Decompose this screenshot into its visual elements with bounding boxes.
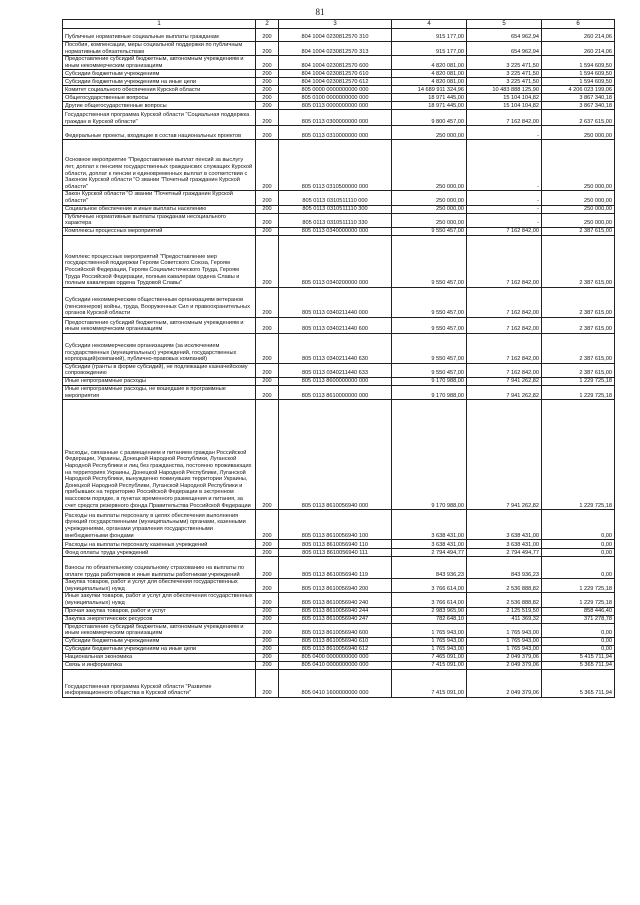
classification-code-cell: 805 0113 8610056940 000 xyxy=(279,400,392,510)
row-code-cell: 200 xyxy=(256,191,279,205)
row-code-cell: 200 xyxy=(256,42,279,56)
executed-amount-cell: 2 049 379,06 xyxy=(467,669,542,697)
row-name-cell: Публичные нормативные социальные выплаты гражданам xyxy=(63,29,256,42)
column-header: 1 xyxy=(63,20,256,29)
row-code-cell: 200 xyxy=(256,400,279,510)
approved-amount-cell: 250 000,00 xyxy=(392,191,467,205)
approved-amount-cell: 7 415 091,00 xyxy=(392,661,467,669)
classification-code-cell: 805 0410 1600000000 000 xyxy=(279,669,392,697)
executed-amount-cell: 7 941 262,82 xyxy=(467,385,542,399)
unexecuted-amount-cell: 1 229 725,18 xyxy=(542,579,615,593)
row-code-cell: 200 xyxy=(256,385,279,399)
row-name-cell: Государственная программа Курской области "Социальная поддержка граждан в Курской области" xyxy=(63,110,256,126)
unexecuted-amount-cell: 1 229 725,18 xyxy=(542,593,615,607)
row-code-cell: 200 xyxy=(256,333,279,363)
table-row xyxy=(63,78,615,86)
executed-amount-cell: 2 049 379,06 xyxy=(467,653,542,661)
approved-amount-cell: 1 765 943,00 xyxy=(392,623,467,637)
row-code-cell: 200 xyxy=(256,94,279,102)
row-code-cell: 200 xyxy=(256,235,279,287)
table-row xyxy=(63,140,615,191)
classification-code-cell: 805 0113 0310511110 300 xyxy=(279,205,392,213)
approved-amount-cell: 843 936,23 xyxy=(392,557,467,579)
table-row xyxy=(63,615,615,623)
classification-code-cell: 805 0113 8610056940 610 xyxy=(279,637,392,645)
executed-amount-cell: 411 369,32 xyxy=(467,615,542,623)
row-name-cell: Субсидии бюджетным учреждениям xyxy=(63,70,256,78)
unexecuted-amount-cell: 0,00 xyxy=(542,637,615,645)
row-code-cell: 200 xyxy=(256,549,279,557)
unexecuted-amount-cell: 0,00 xyxy=(542,557,615,579)
executed-amount-cell: 7 941 262,82 xyxy=(467,377,542,385)
approved-amount-cell: 9 550 457,00 xyxy=(392,287,467,317)
table-row xyxy=(63,385,615,399)
table-row xyxy=(63,669,615,697)
executed-amount-cell: 2 536 888,82 xyxy=(467,579,542,593)
unexecuted-amount-cell: 1 229 725,18 xyxy=(542,400,615,510)
table-row xyxy=(63,540,615,549)
unexecuted-amount-cell: 0,00 xyxy=(542,623,615,637)
unexecuted-amount-cell: 250 000,00 xyxy=(542,205,615,213)
approved-amount-cell: 7 415 091,00 xyxy=(392,669,467,697)
row-name-cell: Фонд оплаты труда учреждений xyxy=(63,549,256,557)
classification-code-cell: 805 0113 8610056940 600 xyxy=(279,623,392,637)
classification-code-cell: 805 0113 0000000000 000 xyxy=(279,102,392,110)
row-name-cell: Субсидии бюджетным учреждениям xyxy=(63,637,256,645)
row-name-cell: Национальная экономика xyxy=(63,653,256,661)
table-row xyxy=(63,213,615,227)
table-row xyxy=(63,205,615,213)
classification-code-cell: 804 1004 0230812570 313 xyxy=(279,42,392,56)
row-name-cell: Иные непрограммные расходы, не вошедшие в программные мероприятия xyxy=(63,385,256,399)
row-code-cell: 200 xyxy=(256,317,279,333)
unexecuted-amount-cell: 260 214,06 xyxy=(542,29,615,42)
row-code-cell: 200 xyxy=(256,510,279,540)
classification-code-cell: 805 0400 0000000000 000 xyxy=(279,653,392,661)
approved-amount-cell: 9 170 988,00 xyxy=(392,400,467,510)
executed-amount-cell: 2 794 494,77 xyxy=(467,549,542,557)
classification-code-cell: 805 0113 8610056940 247 xyxy=(279,615,392,623)
executed-amount-cell: 7 162 842,00 xyxy=(467,333,542,363)
unexecuted-amount-cell: 2 637 615,00 xyxy=(542,110,615,126)
unexecuted-amount-cell: 5 365 711,94 xyxy=(542,669,615,697)
executed-amount-cell: 7 941 262,82 xyxy=(467,400,542,510)
unexecuted-amount-cell: 250 000,00 xyxy=(542,126,615,140)
row-name-cell: Предоставление субсидий бюджетным, автономным учреждениям и иным некоммерческим организациям xyxy=(63,56,256,70)
row-name-cell: Прочая закупка товаров, работ и услуг xyxy=(63,607,256,615)
executed-amount-cell: 1 765 943,00 xyxy=(467,623,542,637)
unexecuted-amount-cell: 250 000,00 xyxy=(542,213,615,227)
row-code-cell: 200 xyxy=(256,615,279,623)
row-name-cell: Предоставление субсидий бюджетным, автономным учреждениям и иным некоммерческим организациям xyxy=(63,623,256,637)
classification-code-cell: 804 1004 0230812570 612 xyxy=(279,78,392,86)
table-row xyxy=(63,110,615,126)
column-header: 4 xyxy=(392,20,467,29)
row-name-cell: Комитет социального обеспечения Курской области xyxy=(63,86,256,94)
table-row xyxy=(63,29,615,42)
classification-code-cell: 804 1004 0230812570 310 xyxy=(279,29,392,42)
column-header: 5 xyxy=(467,20,542,29)
unexecuted-amount-cell: 858 446,40 xyxy=(542,607,615,615)
executed-amount-cell: - xyxy=(467,205,542,213)
table-row xyxy=(63,593,615,607)
row-name-cell: Государственная программа Курской области "Развитие информационного общества в Курской области" xyxy=(63,669,256,697)
unexecuted-amount-cell: 1 594 609,50 xyxy=(542,70,615,78)
page-number: 81 xyxy=(315,7,325,17)
approved-amount-cell: 9 550 457,00 xyxy=(392,235,467,287)
row-name-cell: Иные непрограммные расходы xyxy=(63,377,256,385)
classification-code-cell: 805 0113 0310511110 330 xyxy=(279,213,392,227)
approved-amount-cell: 3 766 614,00 xyxy=(392,579,467,593)
classification-code-cell: 805 0113 0310000000 000 xyxy=(279,126,392,140)
row-name-cell: Субсидии (гранты в форме субсидий), не подлежащие казначейскому сопровождению xyxy=(63,363,256,377)
table-row xyxy=(63,653,615,661)
row-code-cell: 200 xyxy=(256,78,279,86)
row-code-cell: 200 xyxy=(256,645,279,653)
row-code-cell: 200 xyxy=(256,579,279,593)
row-code-cell: 200 xyxy=(256,593,279,607)
row-name-cell: Связь и информатика xyxy=(63,661,256,669)
table-row xyxy=(63,645,615,653)
row-name-cell: Публичные нормативные выплаты гражданам несоциального характера xyxy=(63,213,256,227)
executed-amount-cell: 2 536 888,82 xyxy=(467,593,542,607)
executed-amount-cell: 843 936,23 xyxy=(467,557,542,579)
row-code-cell: 200 xyxy=(256,377,279,385)
table-row xyxy=(63,86,615,94)
table-row xyxy=(63,363,615,377)
row-name-cell: Федеральные проекты, входящие в состав национальных проектов xyxy=(63,126,256,140)
table-row xyxy=(63,235,615,287)
executed-amount-cell: - xyxy=(467,126,542,140)
table-row xyxy=(63,607,615,615)
executed-amount-cell: 654 962,94 xyxy=(467,42,542,56)
unexecuted-amount-cell: 1 229 725,18 xyxy=(542,377,615,385)
approved-amount-cell: 9 550 457,00 xyxy=(392,363,467,377)
executed-amount-cell: 1 765 943,00 xyxy=(467,637,542,645)
row-name-cell: Закон Курской области "О звании "Почетный гражданин Курской области" xyxy=(63,191,256,205)
executed-amount-cell: - xyxy=(467,213,542,227)
table-row xyxy=(63,510,615,540)
row-name-cell: Расходы на выплаты персоналу в целях обеспечения выполнения функций государственными (муниципальными) органами, казенными учреждениями, органами управления государственными внебюджетными фондами xyxy=(63,510,256,540)
row-name-cell: Комплекс процессных мероприятий "Предоставление мер государственной поддержки Героям Советского Союза, Героям Российской Федерации, Героям Социалистического Труда, Героям Труда Российской Федерации, полным кавалерам ордена Славы и полным кавалерам ордена Трудовой Славы" xyxy=(63,235,256,287)
row-name-cell: Закупка энергетических ресурсов xyxy=(63,615,256,623)
row-code-cell: 200 xyxy=(256,29,279,42)
approved-amount-cell: 250 000,00 xyxy=(392,205,467,213)
row-name-cell: Другие общегосударственные вопросы xyxy=(63,102,256,110)
row-name-cell: Расходы на выплаты персоналу казенных учреждений xyxy=(63,540,256,549)
classification-code-cell: 805 0113 0340211440 000 xyxy=(279,287,392,317)
row-code-cell: 200 xyxy=(256,661,279,669)
row-name-cell: Субсидии бюджетным учреждениям на иные цели xyxy=(63,645,256,653)
approved-amount-cell: 4 820 081,00 xyxy=(392,56,467,70)
table-row xyxy=(63,579,615,593)
classification-code-cell: 805 0000 0000000000 000 xyxy=(279,86,392,94)
row-code-cell: 200 xyxy=(256,110,279,126)
classification-code-cell: 805 0113 8600000000 000 xyxy=(279,377,392,385)
classification-code-cell: 805 0113 8610056940 612 xyxy=(279,645,392,653)
row-code-cell: 200 xyxy=(256,287,279,317)
executed-amount-cell: 15 104 104,82 xyxy=(467,102,542,110)
unexecuted-amount-cell: 1 229 725,18 xyxy=(542,385,615,399)
row-code-cell: 200 xyxy=(256,557,279,579)
budget-table xyxy=(62,19,615,698)
approved-amount-cell: 7 465 091,00 xyxy=(392,653,467,661)
table-header-row xyxy=(63,20,615,29)
table-row xyxy=(63,549,615,557)
executed-amount-cell: 10 483 888 125,90 xyxy=(467,86,542,94)
approved-amount-cell: 915 177,00 xyxy=(392,29,467,42)
row-code-cell: 200 xyxy=(256,140,279,191)
unexecuted-amount-cell: 260 214,06 xyxy=(542,42,615,56)
executed-amount-cell: 3 225 471,50 xyxy=(467,56,542,70)
column-header: 6 xyxy=(542,20,615,29)
row-name-cell: Пособия, компенсации, меры социальной поддержки по публичным нормативным обязательствам xyxy=(63,42,256,56)
column-header: 3 xyxy=(279,20,392,29)
table-row xyxy=(63,191,615,205)
unexecuted-amount-cell: 1 594 609,50 xyxy=(542,78,615,86)
approved-amount-cell: 2 983 965,90 xyxy=(392,607,467,615)
table-row xyxy=(63,102,615,110)
unexecuted-amount-cell: 250 000,00 xyxy=(542,191,615,205)
row-name-cell: Закупка товаров, работ и услуг для обеспечения государственных (муниципальных) нужд xyxy=(63,579,256,593)
executed-amount-cell: 654 962,94 xyxy=(467,29,542,42)
row-code-cell: 200 xyxy=(256,623,279,637)
executed-amount-cell: 7 162 842,00 xyxy=(467,235,542,287)
executed-amount-cell: 7 162 842,00 xyxy=(467,227,542,235)
row-code-cell: 200 xyxy=(256,540,279,549)
executed-amount-cell: 1 765 943,00 xyxy=(467,645,542,653)
executed-amount-cell: 3 638 431,00 xyxy=(467,510,542,540)
row-code-cell: 200 xyxy=(256,205,279,213)
classification-code-cell: 805 0113 0310500000 000 xyxy=(279,140,392,191)
row-code-cell: 200 xyxy=(256,363,279,377)
row-name-cell: Основное мероприятие "Предоставление выплат пенсий за выслугу лет, доплат к пенсиям государственных гражданских служащих Курской области, доплат к пенсии и единовременных выплат в соответствии с Законом Курской области "О звании "Почетный гражданин Курской области" xyxy=(63,140,256,191)
unexecuted-amount-cell: 0,00 xyxy=(542,510,615,540)
column-header: 2 xyxy=(256,20,279,29)
classification-code-cell: 805 0113 0340211440 633 xyxy=(279,363,392,377)
table-row xyxy=(63,623,615,637)
unexecuted-amount-cell: 250 000,00 xyxy=(542,140,615,191)
row-code-cell: 200 xyxy=(256,70,279,78)
classification-code-cell: 805 0100 0000000000 000 xyxy=(279,94,392,102)
row-name-cell: Взносы по обязательному социальному страхованию на выплаты по оплате труда работников и иные выплаты работникам учреждений xyxy=(63,557,256,579)
approved-amount-cell: 4 820 081,00 xyxy=(392,70,467,78)
approved-amount-cell: 1 765 943,00 xyxy=(392,637,467,645)
table-row xyxy=(63,557,615,579)
table-row xyxy=(63,637,615,645)
executed-amount-cell: 7 162 842,00 xyxy=(467,363,542,377)
unexecuted-amount-cell: 3 867 340,18 xyxy=(542,94,615,102)
unexecuted-amount-cell: 0,00 xyxy=(542,549,615,557)
approved-amount-cell: 14 689 911 324,96 xyxy=(392,86,467,94)
executed-amount-cell: 7 162 842,00 xyxy=(467,317,542,333)
row-name-cell: Иные закупки товаров, работ и услуг для обеспечения государственных (муниципальных) нужд xyxy=(63,593,256,607)
classification-code-cell: 805 0113 0340000000 000 xyxy=(279,227,392,235)
row-code-cell: 200 xyxy=(256,213,279,227)
approved-amount-cell: 18 971 445,00 xyxy=(392,94,467,102)
classification-code-cell: 805 0113 0310511110 000 xyxy=(279,191,392,205)
classification-code-cell: 805 0410 0000000000 000 xyxy=(279,661,392,669)
classification-code-cell: 805 0113 8610056940 111 xyxy=(279,549,392,557)
row-name-cell: Субсидии некоммерческим организациям (за исключением государственных (муниципальных) учреждений, государственных корпораций(компаний), публично-правовых компаний) xyxy=(63,333,256,363)
classification-code-cell: 805 0113 0340200000 000 xyxy=(279,235,392,287)
table-row xyxy=(63,400,615,510)
table-row xyxy=(63,333,615,363)
approved-amount-cell: 18 971 445,00 xyxy=(392,102,467,110)
approved-amount-cell: 2 794 494,77 xyxy=(392,549,467,557)
executed-amount-cell: - xyxy=(467,140,542,191)
approved-amount-cell: 9 170 988,00 xyxy=(392,377,467,385)
table-row xyxy=(63,287,615,317)
row-name-cell: Субсидии некоммерческим общественным организациям ветеранов (пенсионеров) войны, труда, Вооруженных Сил и правоохранительных органов Курской области xyxy=(63,287,256,317)
row-name-cell: Комплексы процессных мероприятий xyxy=(63,227,256,235)
row-code-cell: 200 xyxy=(256,227,279,235)
classification-code-cell: 805 0113 8610056940 240 xyxy=(279,593,392,607)
executed-amount-cell: 3 225 471,50 xyxy=(467,78,542,86)
table-row xyxy=(63,661,615,669)
executed-amount-cell: 15 104 104,82 xyxy=(467,94,542,102)
executed-amount-cell: 3 638 431,00 xyxy=(467,540,542,549)
unexecuted-amount-cell: 2 387 615,00 xyxy=(542,227,615,235)
approved-amount-cell: 915 177,00 xyxy=(392,42,467,56)
table-row xyxy=(63,377,615,385)
row-code-cell: 200 xyxy=(256,86,279,94)
unexecuted-amount-cell: 2 387 615,00 xyxy=(542,333,615,363)
row-name-cell: Расходы, связанные с размещением и питанием граждан Российской Федерации, Украины, Донецкой Народной Республики, Луганской Народной Республики и лиц без гражданства, постоянно проживающих на территориях Украины, Донецкой Народной Республики, Луганской Народной Республики, вынужденно покинувших территории Украины, Донецкой Народной Республики, Луганской Народной Республики и прибывших на территорию Российской Федерации в экстренном массовом порядке, в пунктах временного размещения и питания, за счет средств резервного фонда Правительства Российской Федерации xyxy=(63,400,256,510)
classification-code-cell: 805 0113 8610056940 244 xyxy=(279,607,392,615)
approved-amount-cell: 3 638 431,00 xyxy=(392,510,467,540)
approved-amount-cell: 9 800 457,00 xyxy=(392,110,467,126)
row-name-cell: Социальное обеспечение и иные выплаты населению xyxy=(63,205,256,213)
row-code-cell: 200 xyxy=(256,102,279,110)
row-name-cell: Предоставление субсидий бюджетным, автономным учреждениям и иным некоммерческим организациям xyxy=(63,317,256,333)
approved-amount-cell: 9 550 457,00 xyxy=(392,333,467,363)
approved-amount-cell: 3 638 431,00 xyxy=(392,540,467,549)
row-code-cell: 200 xyxy=(256,653,279,661)
classification-code-cell: 805 0113 0300000000 000 xyxy=(279,110,392,126)
classification-code-cell: 805 0113 8610056940 100 xyxy=(279,510,392,540)
unexecuted-amount-cell: 2 387 615,00 xyxy=(542,287,615,317)
approved-amount-cell: 9 550 457,00 xyxy=(392,227,467,235)
classification-code-cell: 805 0113 8610000000 000 xyxy=(279,385,392,399)
classification-code-cell: 804 1004 0230812570 610 xyxy=(279,70,392,78)
row-name-cell: Общегосударственные вопросы xyxy=(63,94,256,102)
unexecuted-amount-cell: 371 278,78 xyxy=(542,615,615,623)
row-code-cell: 200 xyxy=(256,607,279,615)
table-row xyxy=(63,42,615,56)
unexecuted-amount-cell: 2 387 615,00 xyxy=(542,235,615,287)
approved-amount-cell: 782 648,10 xyxy=(392,615,467,623)
classification-code-cell: 804 1004 0230812570 600 xyxy=(279,56,392,70)
executed-amount-cell: 3 225 471,50 xyxy=(467,70,542,78)
unexecuted-amount-cell: 0,00 xyxy=(542,540,615,549)
classification-code-cell: 805 0113 8610056940 200 xyxy=(279,579,392,593)
row-code-cell: 200 xyxy=(256,56,279,70)
unexecuted-amount-cell: 5 365 711,94 xyxy=(542,661,615,669)
table-row xyxy=(63,317,615,333)
executed-amount-cell: 7 162 842,00 xyxy=(467,110,542,126)
classification-code-cell: 805 0113 0340211440 600 xyxy=(279,317,392,333)
table-row xyxy=(63,56,615,70)
executed-amount-cell: 2 125 519,50 xyxy=(467,607,542,615)
classification-code-cell: 805 0113 8610056940 110 xyxy=(279,540,392,549)
approved-amount-cell: 9 170 988,00 xyxy=(392,385,467,399)
table-row xyxy=(63,70,615,78)
table-row xyxy=(63,227,615,235)
row-code-cell: 200 xyxy=(256,669,279,697)
approved-amount-cell: 9 550 457,00 xyxy=(392,317,467,333)
unexecuted-amount-cell: 2 387 615,00 xyxy=(542,363,615,377)
unexecuted-amount-cell: 5 415 711,94 xyxy=(542,653,615,661)
unexecuted-amount-cell: 0,00 xyxy=(542,645,615,653)
row-code-cell: 200 xyxy=(256,637,279,645)
approved-amount-cell: 3 766 614,00 xyxy=(392,593,467,607)
unexecuted-amount-cell: 2 387 615,00 xyxy=(542,317,615,333)
approved-amount-cell: 250 000,00 xyxy=(392,213,467,227)
executed-amount-cell: 2 049 379,06 xyxy=(467,661,542,669)
executed-amount-cell: - xyxy=(467,191,542,205)
approved-amount-cell: 250 000,00 xyxy=(392,140,467,191)
classification-code-cell: 805 0113 8610056940 119 xyxy=(279,557,392,579)
executed-amount-cell: 7 162 842,00 xyxy=(467,287,542,317)
unexecuted-amount-cell: 4 206 023 199,06 xyxy=(542,86,615,94)
approved-amount-cell: 4 820 081,00 xyxy=(392,78,467,86)
table-row xyxy=(63,126,615,140)
classification-code-cell: 805 0113 0340211440 630 xyxy=(279,333,392,363)
table-row xyxy=(63,94,615,102)
unexecuted-amount-cell: 3 867 340,18 xyxy=(542,102,615,110)
unexecuted-amount-cell: 1 594 609,50 xyxy=(542,56,615,70)
row-name-cell: Субсидии бюджетным учреждениям на иные цели xyxy=(63,78,256,86)
approved-amount-cell: 250 000,00 xyxy=(392,126,467,140)
approved-amount-cell: 1 765 943,00 xyxy=(392,645,467,653)
row-code-cell: 200 xyxy=(256,126,279,140)
